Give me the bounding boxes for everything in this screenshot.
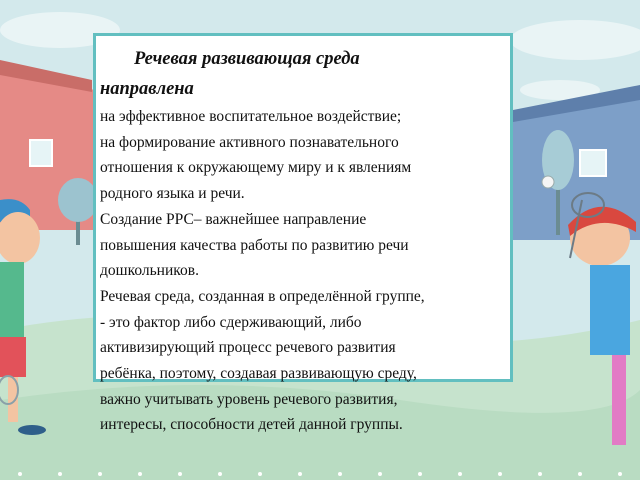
body-line: активизирующий процесс речевого развития [100, 339, 396, 357]
body-line: Речевая среда, созданная в определённой группе, [100, 287, 425, 305]
body-line: на формирование активного познавательного [100, 133, 399, 151]
body-line: повышения качества работы по развитию речи [100, 236, 409, 254]
body-line: дошкольников. [100, 262, 199, 280]
slide-title-line-1: Речевая развивающая среда [134, 49, 360, 69]
body-line: важно учитывать уровень речевого развития, [100, 390, 398, 408]
body-line: ребёнка, поэтому, создавая развивающую среду, [100, 365, 417, 383]
body-line: - это фактор либо сдерживающий, либо [100, 313, 362, 331]
slide-title-line-2: направлена [100, 79, 194, 99]
body-line: на эффективное воспитательное воздействие; [100, 108, 402, 125]
slide-text [100, 44, 520, 438]
body-line: Создание РРС– важнейшее направление [100, 210, 367, 228]
body-line: родного языка и речи. [100, 185, 245, 203]
body-line: отношения к окружающему миру и к явлениям [100, 159, 412, 177]
body-line: интересы, способности детей данной группы. [100, 416, 403, 434]
